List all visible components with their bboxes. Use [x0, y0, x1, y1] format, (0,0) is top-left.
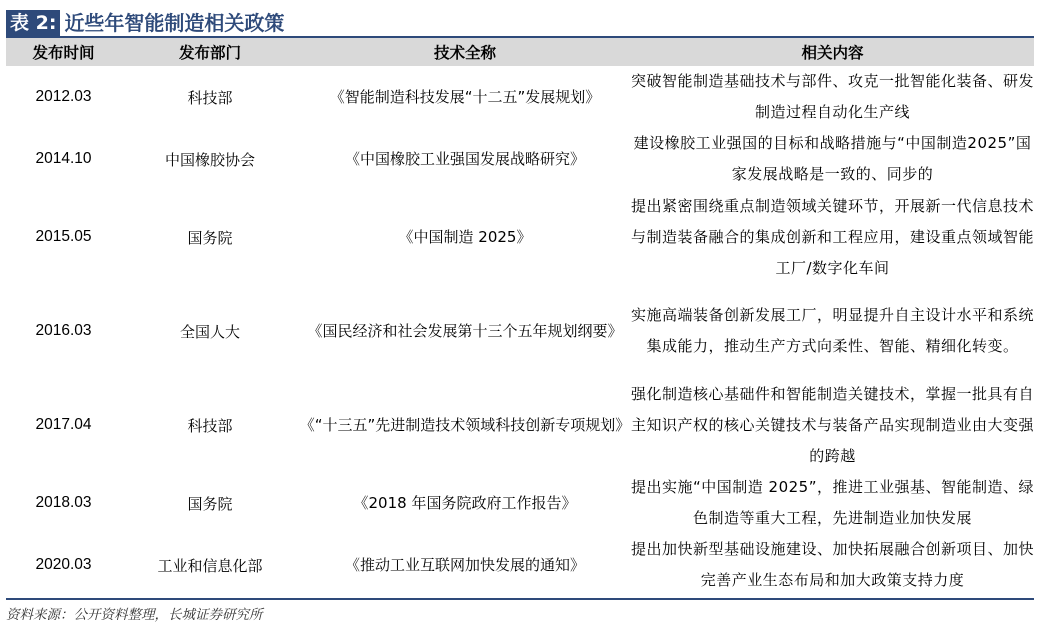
cell-department: 国务院 — [187, 228, 233, 247]
cell-department: 工业和信息化部 — [157, 556, 263, 575]
table-row — [6, 190, 1034, 284]
header-department: 发布部门 — [121, 38, 299, 66]
cell-full-name: 《“十三五”先进制造技术领域科技创新专项规划》 — [299, 415, 631, 434]
cell-content: 提出加快新型基础设施建设、加快拓展融合创新项目、加快完善产业生态布局和加大政策支持力度 — [631, 540, 1035, 589]
cell-department: 科技部 — [187, 88, 233, 107]
cell-date: 2014.10 — [35, 150, 92, 167]
cell-date: 2020.03 — [35, 556, 92, 573]
cell-full-name: 《智能制造科技发展“十二五”发展规划》 — [329, 87, 601, 106]
table-row — [6, 378, 1034, 472]
cell-content: 提出实施“中国制造 2025”，推进工业强基、智能制造、绿色制造等重大工程，先进制造业加快发展 — [631, 478, 1034, 527]
cell-full-name: 《中国制造 2025》 — [398, 227, 532, 246]
table-title: 近些年智能制造相关政策 — [64, 11, 285, 35]
table-header-row — [6, 38, 1034, 66]
cell-date: 2015.05 — [35, 228, 92, 245]
cell-department: 国务院 — [187, 494, 233, 513]
header-full-name: 技术全称 — [299, 38, 631, 66]
cell-date: 2012.03 — [35, 88, 92, 105]
table-row — [6, 284, 1034, 378]
cell-full-name: 《2018 年国务院政府工作报告》 — [353, 493, 577, 512]
cell-date: 2016.03 — [35, 322, 92, 339]
cell-content: 建设橡胶工业强国的目标和战略措施与“中国制造2025”国家发展战略是一致的、同步的 — [633, 134, 1032, 183]
cell-content: 突破智能制造基础技术与部件、攻克一批智能化装备、研发制造过程自动化生产线 — [631, 72, 1035, 121]
table-row — [6, 534, 1034, 596]
source-note: 资料来源：公开资料整理，长城证券研究所 — [6, 607, 263, 623]
table-row — [6, 472, 1034, 534]
cell-department: 科技部 — [187, 416, 233, 435]
cell-full-name: 《国民经济和社会发展第十三个五年规划纲要》 — [307, 321, 623, 340]
cell-date: 2018.03 — [35, 494, 92, 511]
header-date: 发布时间 — [6, 38, 121, 66]
cell-date: 2017.04 — [35, 416, 92, 433]
table-bottom-rule — [6, 598, 1034, 600]
cell-full-name: 《中国橡胶工业强国发展战略研究》 — [344, 149, 585, 168]
policy-table — [6, 38, 1034, 596]
header-content: 相关内容 — [631, 38, 1034, 66]
table-row — [6, 66, 1034, 128]
table-number-label: 表 2: — [6, 10, 60, 36]
table-caption — [6, 6, 1034, 38]
cell-content: 提出紧密围绕重点制造领域关键环节，开展新一代信息技术与制造装备融合的集成创新和工程应用，建设重点领域智能工厂/数字化车间 — [631, 196, 1035, 277]
cell-department: 全国人大 — [179, 322, 240, 341]
cell-content: 实施高端装备创新发展工厂，明显提升自主设计水平和系统集成能力，推动生产方式向柔性、智能、精细化转变。 — [631, 306, 1035, 355]
table-row — [6, 128, 1034, 190]
cell-department: 中国橡胶协会 — [164, 150, 255, 169]
cell-content: 强化制造核心基础件和智能制造关键技术，掌握一批具有自主知识产权的核心关键技术与装备产品实现制造业由大变强的跨越 — [631, 384, 1035, 465]
cell-full-name: 《推动工业互联网加快发展的通知》 — [344, 555, 585, 574]
